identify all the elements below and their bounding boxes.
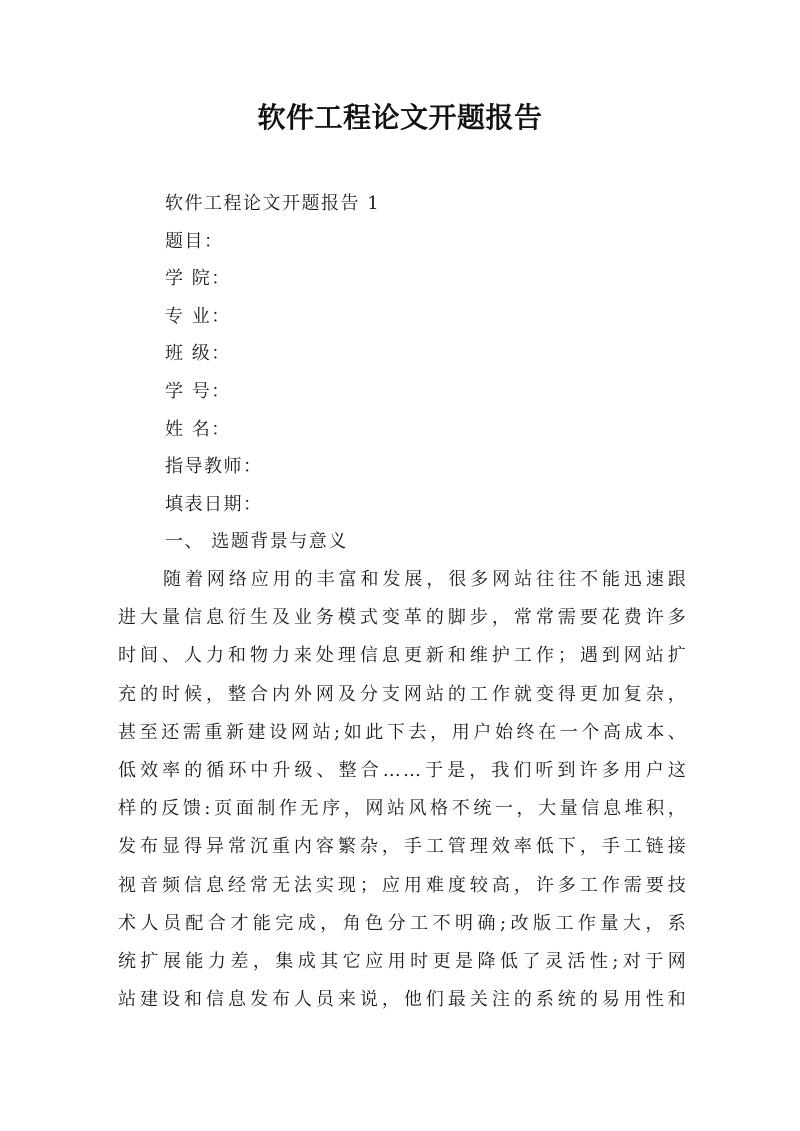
paragraph-line: 低效率的循环中升级、整合……于是，我们听到许多用户这 <box>118 759 688 781</box>
paragraph-line: 统扩展能力差，集成其它应用时更是降低了灵活性;对于网 <box>118 950 688 972</box>
paragraph-line: 视音频信息经常无法实现；应用难度较高，许多工作需要技 <box>118 874 688 896</box>
paragraph-line: 站建设和信息发布人员来说，他们最关注的系统的易用性和 <box>118 989 688 1011</box>
paragraph-line: 时间、人力和物力来处理信息更新和维护工作；遇到网站扩 <box>118 645 688 667</box>
paragraph-line: 甚至还需重新建设网站;如此下去，用户始终在一个高成本、 <box>118 721 688 743</box>
paragraph-line: 充的时候，整合内外网及分支网站的工作就变得更加复杂， <box>118 683 688 705</box>
field-name: 姓 名： <box>165 418 231 440</box>
field-major: 专 业： <box>165 305 231 327</box>
section-heading: 一、 选题背景与意义 <box>165 531 348 553</box>
paragraph-line: 随着网络应用的丰富和发展，很多网站往往不能迅速跟 <box>163 569 688 590</box>
subtitle-line: 软件工程论文开题报告 1 <box>165 193 381 214</box>
paragraph-line: 发布显得异常沉重内容繁杂，手工管理效率低下，手工链接 <box>118 836 688 858</box>
field-advisor: 指导教师： <box>165 456 263 478</box>
paragraph-line: 术人员配合才能完成，角色分工不明确;改版工作量大，系 <box>118 912 688 934</box>
field-topic: 题目： <box>165 230 224 252</box>
paragraph-line: 进大量信息衍生及业务模式变革的脚步，常常需要花费许多 <box>118 607 688 629</box>
field-class: 班 级： <box>165 343 231 365</box>
body-paragraph <box>118 561 688 1019</box>
header-fields <box>165 185 705 561</box>
field-college: 学 院： <box>165 268 231 290</box>
field-date: 填表日期： <box>165 493 263 515</box>
paragraph-line: 样的反馈:页面制作无序，网站风格不统一，大量信息堆积， <box>118 798 688 820</box>
field-student-id: 学 号： <box>165 380 231 402</box>
document-title: 软件工程论文开题报告 <box>257 101 543 134</box>
